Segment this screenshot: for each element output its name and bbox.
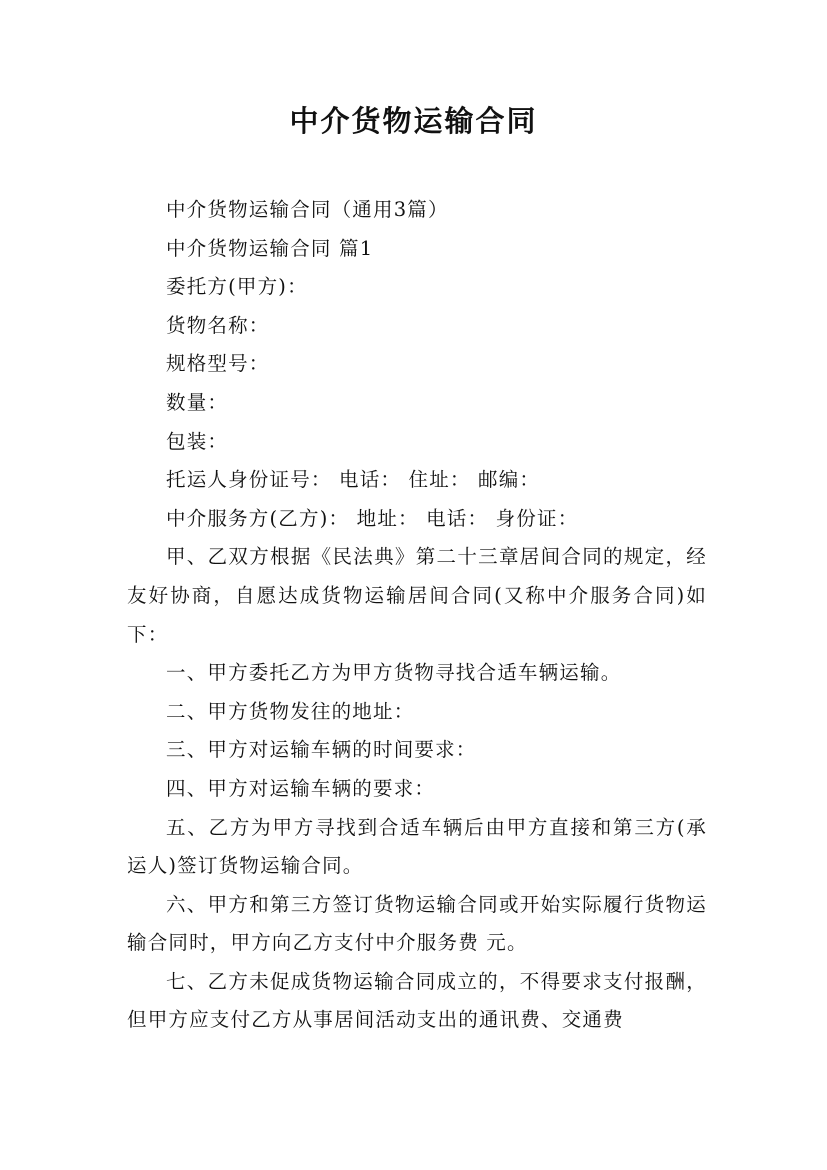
paragraph: 二、甲方货物发往的地址： <box>166 699 415 723</box>
paragraph: 六、甲方和第三方签订货物运输合同或开始实际履行货物运输合同时，甲方向乙方支付中介服务费 元。 <box>127 892 707 955</box>
paragraph: 四、甲方对运输车辆的要求： <box>166 776 436 800</box>
document-body <box>127 191 707 1040</box>
paragraph: 规格型号： <box>166 352 270 376</box>
paragraph: 包装： <box>166 429 229 453</box>
paragraph: 七、乙方未促成货物运输合同成立的，不得要求支付报酬，但甲方应支付乙方从事居间活动支出的通讯费、交通费 <box>127 969 707 1032</box>
paragraph: 数量： <box>166 390 229 414</box>
paragraph: 五、乙方为甲方寻找到合适车辆后由甲方直接和第三方(承运人)签订货物运输合同。 <box>127 815 707 878</box>
paragraph: 一、甲方委托乙方为甲方货物寻找合适车辆运输。 <box>166 661 622 685</box>
paragraph: 中介服务方(乙方)： 地址： 电话： 身份证： <box>166 506 579 530</box>
paragraph: 货物名称： <box>166 313 270 337</box>
paragraph: 托运人身份证号： 电话： 住址： 邮编： <box>166 468 541 492</box>
paragraph: 中介货物运输合同（通用3篇） <box>166 198 449 221</box>
document-title: 中介货物运输合同 <box>289 104 538 138</box>
paragraph: 中介货物运输合同 篇1 <box>166 236 374 260</box>
paragraph: 甲、乙双方根据《民法典》第二十三章居间合同的规定，经友好协商，自愿达成货物运输居间合同(又称中介服务合同)如下： <box>127 545 707 646</box>
paragraph: 三、甲方对运输车辆的时间要求： <box>166 738 477 762</box>
paragraph: 委托方(甲方)： <box>166 275 308 299</box>
